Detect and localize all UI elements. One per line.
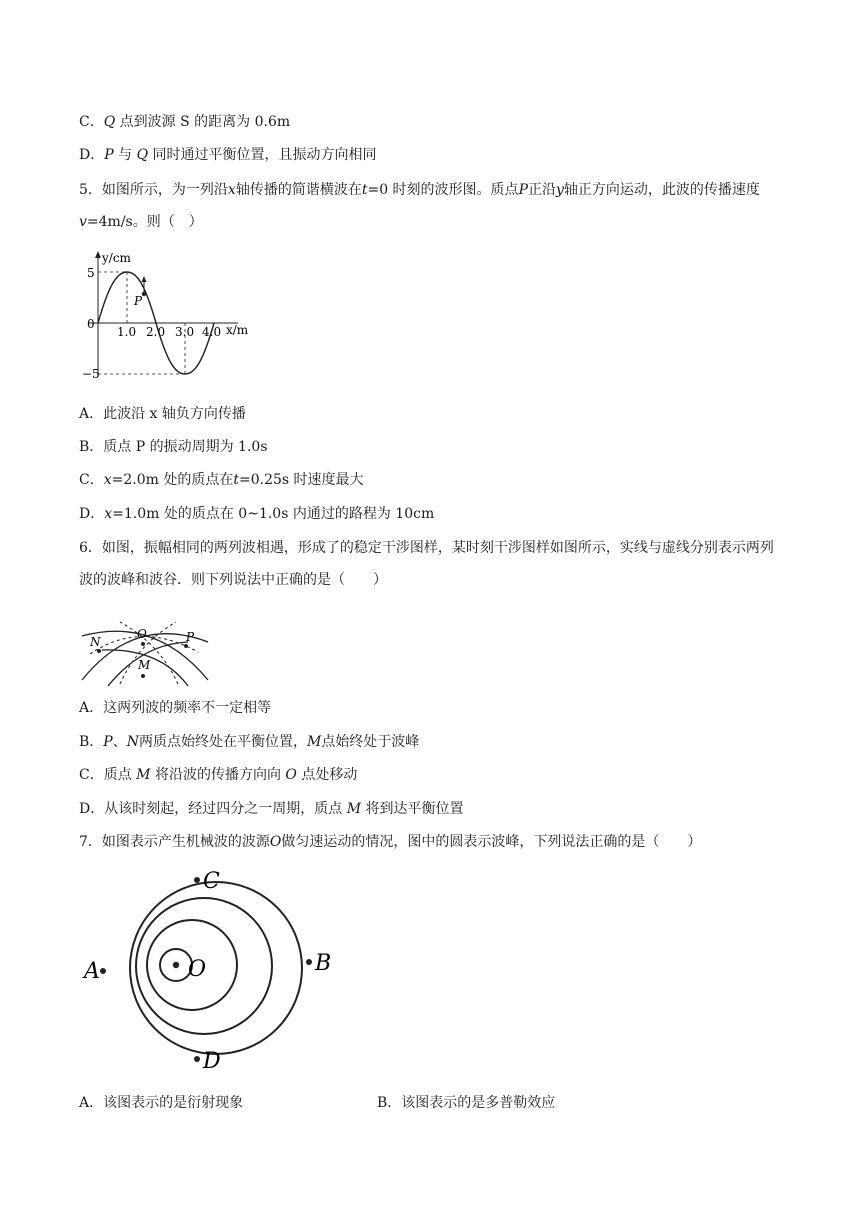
q6-option-b: [79, 732, 419, 752]
variable: M: [346, 801, 362, 817]
variable: t: [361, 182, 368, 198]
option-text: 点到波源 S 的距离为 0.6m: [119, 114, 291, 130]
stem-text: =0 时刻的波形图。质点: [367, 182, 519, 198]
variable: P: [104, 147, 114, 163]
option-text: C．质点: [79, 767, 137, 783]
option-text: 将到达平衡位置: [361, 801, 464, 817]
point-m-marker: [141, 674, 145, 678]
point-d-marker: [194, 1056, 200, 1062]
option-text: =2.0m 处的质点在: [111, 472, 234, 488]
variable: t: [233, 472, 239, 488]
option-text: =0.25s 时速度最大: [239, 472, 364, 488]
interference-diagram: [80, 608, 210, 688]
wavefront-circle: [130, 882, 302, 1054]
source-o-marker: [173, 962, 179, 968]
stem-text: 轴正方向运动，此波的传播速度: [563, 182, 760, 198]
q5-option-d: [79, 504, 434, 524]
variable: Q: [136, 147, 149, 163]
option-label: C．: [79, 472, 104, 488]
point-a-marker: [100, 968, 106, 974]
point-b-label: B: [315, 951, 332, 976]
point-p-label: P: [186, 630, 195, 644]
option-text: 点始终处于波峰: [321, 734, 420, 750]
point-b-marker: [306, 959, 312, 965]
option-text: 将沿波的传播方向向: [150, 767, 286, 783]
point-c-label: C: [203, 869, 220, 894]
variable: P: [518, 182, 528, 198]
option-text: 两质点始终处在平衡位置，: [138, 734, 307, 750]
option-label: C．: [79, 114, 104, 130]
point-p-marker: [142, 292, 146, 296]
point-a-label: A: [84, 959, 100, 984]
x-axis-label: x/m: [226, 323, 249, 337]
point-d-label: D: [203, 1049, 221, 1072]
variable: x: [104, 506, 113, 522]
option-label: D．: [79, 506, 105, 522]
y-tick-label: 5: [87, 266, 95, 280]
x-tick-label: 4.0: [202, 325, 222, 339]
stem-text: 做匀速运动的情况，图中的圆表示波峰，下列说法正确的是（ ）: [281, 834, 702, 850]
option-label: D．: [79, 147, 105, 163]
variable: x: [103, 472, 112, 488]
option-text: 与: [118, 147, 133, 163]
point-n-label: N: [90, 635, 101, 649]
stem-text: 正沿: [527, 182, 556, 198]
variable: x: [227, 182, 236, 198]
source-o-label: O: [188, 957, 207, 982]
q4-option-c: [79, 112, 290, 132]
point-m-label: M: [138, 658, 151, 672]
stem-text: 轴传播的简谐横波在: [235, 182, 362, 198]
x-tick-label: 2.0: [146, 325, 166, 339]
variable: M: [306, 734, 322, 750]
option-text: 点处移动: [296, 767, 358, 783]
point-p-label: P: [134, 294, 143, 308]
point-o-label: O: [137, 627, 147, 641]
option-label: B．: [79, 734, 104, 750]
q6-option-d: [79, 799, 463, 819]
variable: N: [126, 734, 139, 750]
wave-graph: [80, 248, 250, 384]
variable: O: [269, 834, 282, 850]
variable: M: [136, 767, 151, 783]
q5-option-b: B．质点 P 的振动周期为 1.0s: [79, 439, 268, 455]
variable: P: [103, 734, 113, 750]
option-text: 同时通过平衡位置，且振动方向相同: [152, 147, 377, 163]
x-tick-label: 1.0: [117, 325, 137, 339]
variable: Q: [103, 114, 116, 130]
stem-text: 5．如图所示，为一列沿: [79, 182, 228, 198]
y-tick-label: 0: [87, 317, 95, 331]
variable: y: [555, 182, 564, 198]
variable: O: [285, 767, 297, 783]
option-text: =1.0m 处的质点在 0~1.0s 内通过的路程为 10cm: [112, 506, 435, 522]
velocity-arrowhead: [142, 276, 147, 282]
trough-arc: [120, 622, 178, 684]
x-tick-label: 3.0: [175, 325, 195, 339]
q5-option-c: [79, 470, 364, 490]
q4-option-d: [79, 145, 377, 165]
point-c-marker: [194, 877, 200, 883]
point-n-marker: [97, 649, 101, 653]
y-axis-label: y/cm: [102, 251, 131, 265]
q7-option-b: B．该图表示的是多普勒效应: [377, 1095, 556, 1111]
variable: v: [79, 214, 87, 230]
y-axis-arrow: [95, 251, 101, 258]
stem-text: 7．如图表示产生机械波的波源: [79, 834, 270, 850]
stem-text: =4m/s。则（ ）: [86, 214, 203, 230]
point-p-marker: [184, 644, 188, 648]
y-tick-label: −5: [82, 367, 100, 381]
q6-stem: 6．如图，振幅相同的两列波相遇，形成了的稳定干涉图样，某时刻干涉图样如图所示，实线与虚线分别表示两列波的波峰和波谷．则下列说法中正确的是（ ）: [79, 540, 774, 588]
point-o-marker: [141, 642, 145, 646]
q5-stem: [79, 174, 785, 238]
q7-stem: [79, 832, 701, 852]
option-text: D．从该时刻起，经过四分之一周期，质点: [79, 801, 347, 817]
q6-option-c: [79, 765, 357, 785]
q7-option-a: A．该图表示的是衍射现象: [79, 1095, 244, 1111]
option-text: 、: [112, 734, 127, 750]
doppler-diagram: [80, 866, 340, 1072]
q6-option-a: A．这两列波的频率不一定相等: [79, 700, 272, 716]
q5-option-a: A．此波沿 x 轴负方向传播: [79, 406, 246, 422]
